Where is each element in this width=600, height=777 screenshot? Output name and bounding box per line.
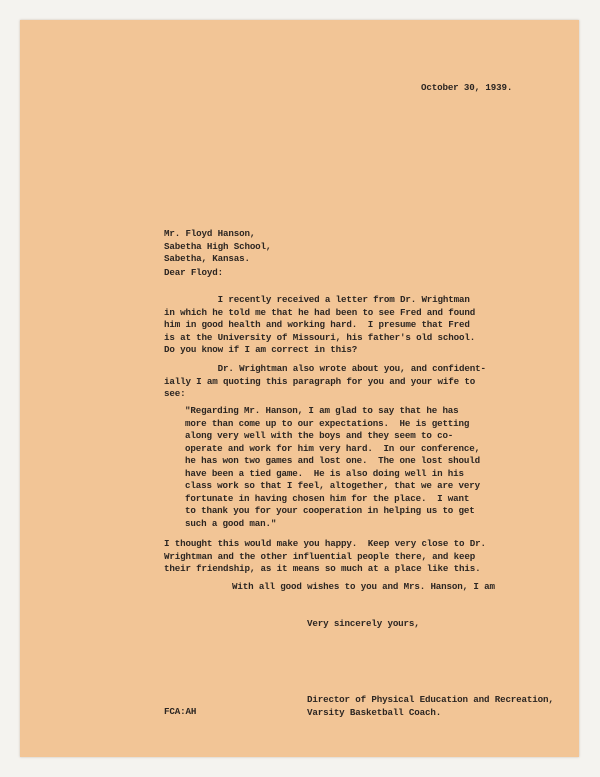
letter-date: October 30, 1939. bbox=[421, 82, 513, 93]
quote-line: such a good man." bbox=[185, 517, 277, 529]
paragraph-line: is at the University of Missouri, his father's old school. bbox=[164, 331, 476, 343]
paragraph-line: I thought this would make you happy. Keep very close to Dr. bbox=[164, 538, 486, 549]
closing-line: With all good wishes to you and Mrs. Hanson, I am bbox=[232, 581, 495, 592]
paragraph-line: I recently received a letter from Dr. Wrightman bbox=[164, 294, 470, 305]
complimentary-close: Very sincerely yours, bbox=[307, 618, 420, 629]
paragraph-line: Do you know if I am correct in this? bbox=[164, 344, 358, 355]
quoted-paragraph bbox=[185, 405, 480, 530]
signature-title-line: Director of Physical Education and Recreation, bbox=[307, 694, 554, 705]
quote-line: to thank you for your cooperation in helping us to get bbox=[185, 505, 475, 516]
quote-line: along very well with the boys and they seem to co- bbox=[185, 430, 454, 441]
quote-line: fortunate in having chosen him for the place. I want bbox=[185, 492, 470, 504]
signature-title-line: Varsity Basketball Coach. bbox=[307, 706, 442, 718]
body-paragraph-3 bbox=[164, 538, 486, 576]
quote-line: have been a tied game. He is also doing well in his bbox=[185, 467, 464, 479]
paragraph-line: see: bbox=[164, 388, 186, 399]
body-paragraph-1 bbox=[164, 294, 475, 357]
paragraph-line: ially I am quoting this paragraph for you and your wife to bbox=[164, 375, 476, 387]
quote-line: more than come up to our expectations. He is getting bbox=[185, 417, 470, 429]
address-line: Sabetha High School, bbox=[164, 240, 272, 252]
address-line: Mr. Floyd Hanson, bbox=[164, 228, 256, 239]
paragraph-line: him in good health and working hard. I presume that Fred bbox=[164, 319, 470, 330]
paragraph-line: their friendship, as it means so much at a place like this. bbox=[164, 563, 481, 574]
address-line: Sabetha, Kansas. bbox=[164, 253, 250, 264]
paragraph-line: in which he told me that he had been to see Fred and found bbox=[164, 306, 476, 318]
salutation: Dear Floyd: bbox=[164, 267, 223, 278]
quote-line: "Regarding Mr. Hanson, I am glad to say that he has bbox=[185, 405, 459, 416]
typist-initials: FCA:AH bbox=[164, 706, 197, 717]
recipient-address bbox=[164, 228, 271, 266]
body-paragraph-2 bbox=[164, 363, 486, 401]
paragraph-line: Dr. Wrightman also wrote about you, and confident- bbox=[164, 363, 486, 374]
paragraph-line: Wrightman and the other influential people there, and keep bbox=[164, 550, 476, 562]
quote-line: class work so that I feel, altogether, that we are very bbox=[185, 480, 480, 491]
signature-block bbox=[307, 694, 554, 719]
letter-page bbox=[20, 20, 579, 757]
quote-line: operate and work for him very hard. In our conference, bbox=[185, 442, 480, 454]
quote-line: he has won two games and lost one. The one lost should bbox=[185, 455, 480, 466]
